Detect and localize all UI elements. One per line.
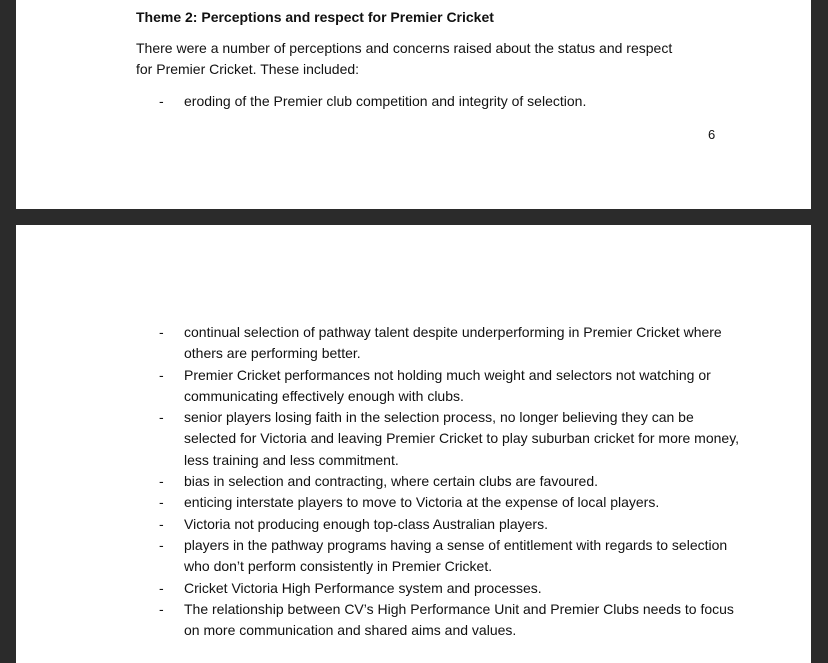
intro-line-1: There were a number of perceptions and concerns raised about the status and respect (136, 40, 673, 56)
list-item-text: players in the pathway programs having a sense of entitlement with regards to selection who don’t perform consistently in Premier Cricket. (184, 536, 728, 575)
list-item (16, 471, 744, 492)
list-item-text: Victoria not producing enough top-class Australian players. (184, 515, 548, 532)
list-item (16, 535, 744, 578)
list-item (16, 91, 744, 112)
intro-line-2: for Premier Cricket. These included: (136, 61, 360, 77)
bullet-list-page-2 (16, 322, 744, 641)
list-item (16, 322, 744, 365)
list-item (16, 599, 744, 642)
list-item-text: senior players losing faith in the selection process, no longer believing they can be selected for Victoria and leaving Premier Cricket to play suburban cricket for more money, less training and less commitment. (184, 409, 740, 468)
list-item-text: eroding of the Premier club competition and integrity of selection. (184, 93, 587, 109)
list-item-text: The relationship between CV’s High Performance Unit and Premier Clubs needs to focus on more communication and shared aims and values. (184, 600, 734, 639)
bullet-dash: - (159, 494, 164, 511)
list-item (16, 578, 744, 599)
list-item (16, 492, 744, 513)
section-heading: Theme 2: Perceptions and respect for Premier Cricket (136, 9, 494, 25)
list-item-text: continual selection of pathway talent despite underperforming in Premier Cricket where others are performing better. (184, 324, 722, 362)
bullet-list-page-1 (16, 91, 744, 112)
list-item (16, 365, 744, 408)
bullet-dash: - (159, 324, 164, 340)
document-page-1 (16, 0, 811, 209)
list-item (16, 407, 744, 471)
bullet-dash: - (159, 93, 164, 109)
bullet-dash: - (159, 473, 164, 490)
bullet-dash: - (159, 600, 164, 617)
list-item-text: Cricket Victoria High Performance system and processes. (184, 579, 542, 596)
list-item-text: enticing interstate players to move to Victoria at the expense of local players. (184, 494, 660, 511)
document-page-2 (16, 225, 811, 663)
list-item (16, 514, 744, 535)
bullet-dash: - (159, 536, 164, 553)
bullet-dash: - (159, 515, 164, 532)
list-item-text: Premier Cricket performances not holding much weight and selectors not watching or communicating effectively enough with clubs. (184, 366, 711, 404)
intro-paragraph (136, 38, 716, 80)
bullet-dash: - (159, 409, 164, 426)
bullet-dash: - (159, 366, 164, 383)
list-item-text: bias in selection and contracting, where certain clubs are favoured. (184, 473, 599, 490)
bullet-dash: - (159, 579, 164, 596)
page-number: 6 (708, 127, 716, 142)
